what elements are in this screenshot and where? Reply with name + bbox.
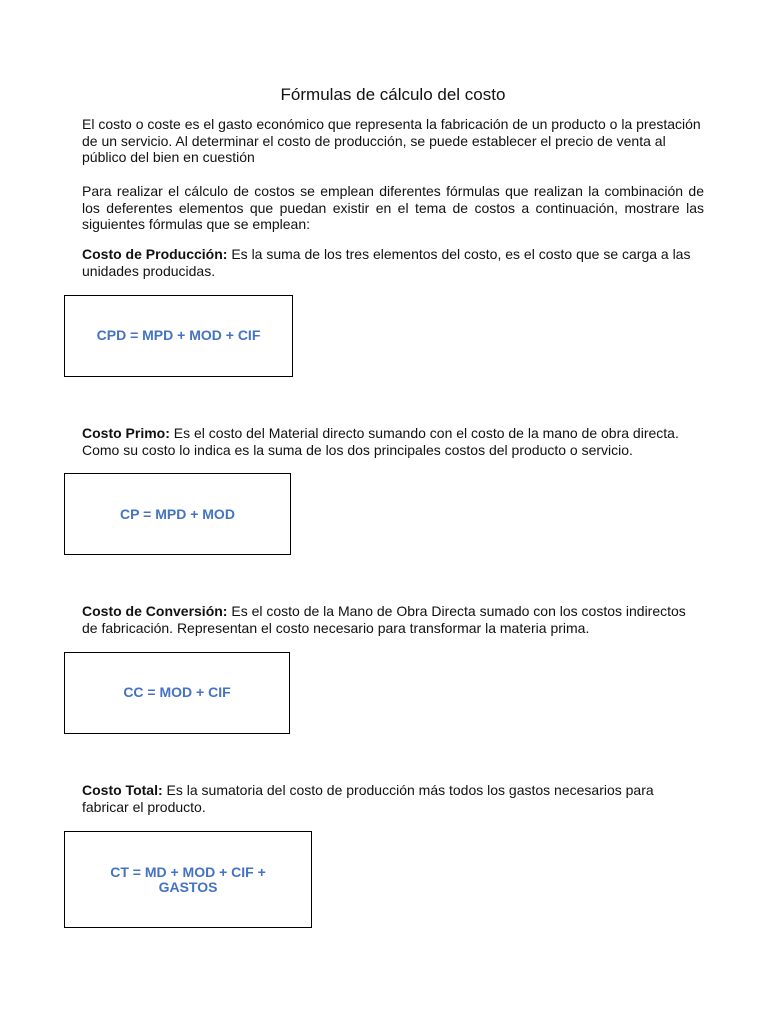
formula-box-conversion xyxy=(64,652,290,734)
formula-prime: CP = MPD + MOD xyxy=(120,506,235,522)
formula-box-total xyxy=(64,831,312,928)
formula-total-line-1: CT = MD + MOD + CIF + xyxy=(110,864,266,880)
formula-production: CPD = MPD + MOD + CIF xyxy=(96,327,261,343)
section-description: Es la suma de los tres elementos del costo, es el costo que se carga a las unidades producidas. xyxy=(82,246,691,279)
section-prime-cost xyxy=(82,425,704,458)
section-description: Es el costo del Material directo sumando con el costo de la mano de obra directa. Como su costo lo indica es la suma de los dos principales costos del producto o servicio. xyxy=(82,425,679,458)
section-term: Costo Total: xyxy=(82,782,163,798)
formula-conversion: CC = MOD + CIF xyxy=(123,684,231,700)
section-term: Costo Primo: xyxy=(82,425,170,441)
section-term: Costo de Producción: xyxy=(82,246,228,262)
section-description: Es el costo de la Mano de Obra Directa sumado con los costos indirectos de fabricación. Representan el costo necesario para transformar la materia prima. xyxy=(82,603,686,636)
intro-paragraph-2: Para realizar el cálculo de costos se emplean diferentes fórmulas que realizan la combinación de los deferentes elementos que puedan existir en el tema de costos a continuación, mostrare las siguientes fórmulas que se emplean: xyxy=(82,183,704,232)
formula-box-prime xyxy=(64,473,291,555)
formula-box-production xyxy=(64,295,293,377)
formula-total-line-2: GASTOS xyxy=(158,879,218,895)
section-production-cost xyxy=(82,246,704,279)
section-total-cost xyxy=(82,782,704,815)
intro-paragraph: El costo o coste es el gasto económico que representa la fabricación de un producto o la prestación de un servicio. Al determinar el costo de producción, se puede establecer el precio de venta al público del bien en cuestión xyxy=(82,116,701,165)
section-description: Es la sumatoria del costo de producción más todos los gastos necesarios para fabricar el producto. xyxy=(82,782,654,815)
section-term: Costo de Conversión: xyxy=(82,603,228,619)
section-conversion-cost xyxy=(82,603,704,636)
document-title: Fórmulas de cálculo del costo xyxy=(280,85,506,104)
